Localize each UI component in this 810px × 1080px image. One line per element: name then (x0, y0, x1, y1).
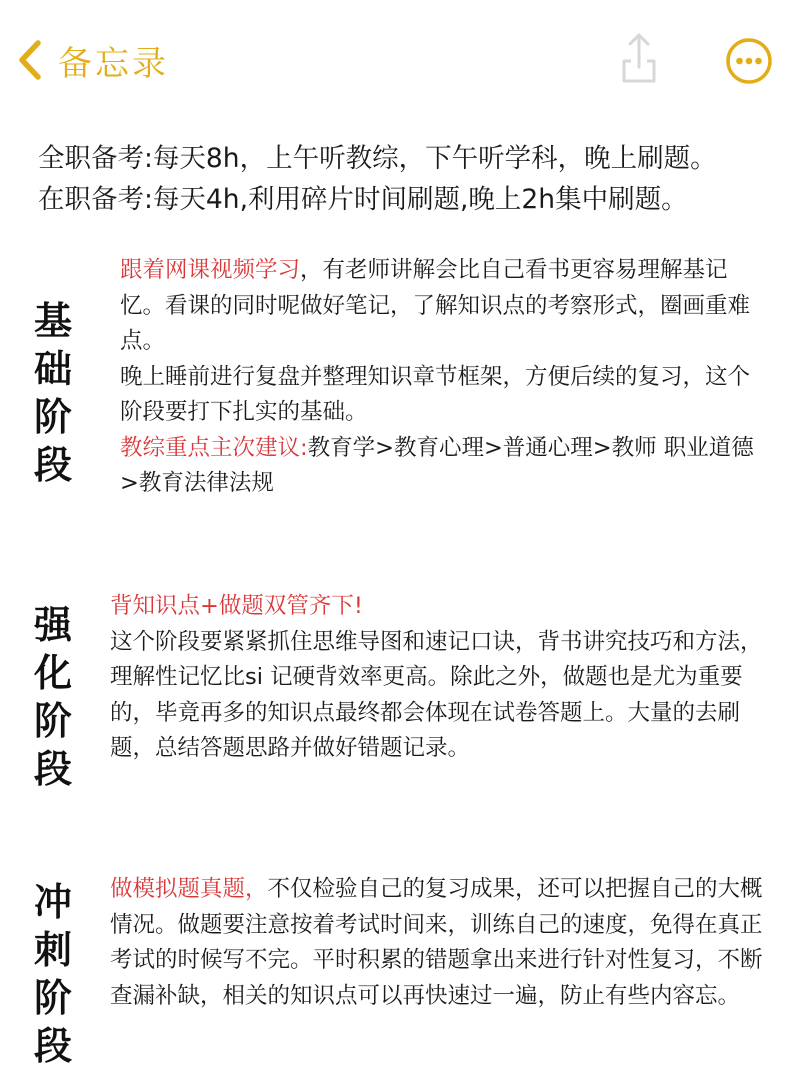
ellipsis-circle-icon (724, 36, 774, 86)
stage-paragraph (110, 589, 778, 625)
stage-paragraph (110, 625, 778, 767)
highlight-text: 跟着网课视频学习 (120, 257, 301, 283)
stage-body-sprint (110, 872, 778, 1014)
nav-header (0, 0, 810, 120)
chevron-left-icon (16, 38, 44, 82)
body-text: ，有老师讲解会比自己看书更容易理解基记忆。看课的同时呢做好笔记，了解知识点的考察形式，圈画重难点。 (120, 257, 751, 354)
body-text: 不仅检验自己的复习成果，还可以把握自己的大概情况。做题要注意按着考试时间来，训练自己的速度，免得在真正考试的时候写不完。平时积累的错题拿出来进行针对性复习，不断查漏补缺，相关的知识点可以再快速过一遍，防止有些内容忘。 (110, 876, 763, 1009)
stage-body-foundation (120, 253, 770, 502)
intro-line-parttime: 在职备考:每天4h,利用碎片时间刷题,晚上2h集中刷题。 (38, 184, 688, 215)
highlight-text: 教综重点主次建议: (120, 434, 308, 461)
stage-body-intensive (110, 589, 778, 767)
body-text: 晚上睡前进行复盘并整理知识章节框架，方便后续的复习，这个阶段要打下扎实的基础。 (120, 363, 751, 425)
intro-line-fulltime: 全职备考:每天8h，上午听教综，下午听学科，晚上刷题。 (38, 143, 717, 174)
stage-title-foundation: 基础阶段 (33, 299, 72, 487)
body-text: 这个阶段要紧紧抓住思维导图和速记口诀，背书讲究技巧和方法，理解性记忆比si 记硬背效率更高。除此之外，做题也是尤为重要的，毕竟再多的知识点最终都会体现在试卷答题上。大量的去刷题，总结答题思路并做好错题记录。 (110, 628, 763, 761)
body-text: 教育学>教育心理>普通心理>教师 职业道德>教育法律法规 (120, 434, 754, 496)
share-button[interactable] (614, 30, 664, 86)
intro-block (38, 138, 798, 220)
stage-paragraph (120, 431, 770, 502)
back-button[interactable] (16, 34, 169, 86)
highlight-text: 背知识点+做题双管齐下! (110, 593, 363, 619)
stage-paragraph (110, 872, 778, 1014)
stage-paragraph (120, 253, 770, 360)
share-icon (614, 30, 664, 86)
back-label: 备忘录 (58, 43, 169, 84)
stage-title-sprint: 冲刺阶段 (33, 880, 72, 1068)
more-button[interactable] (724, 36, 774, 86)
stage-paragraph (120, 360, 770, 431)
stage-title-intensive: 强化阶段 (33, 603, 72, 791)
highlight-text: 做模拟题真题， (110, 876, 268, 902)
